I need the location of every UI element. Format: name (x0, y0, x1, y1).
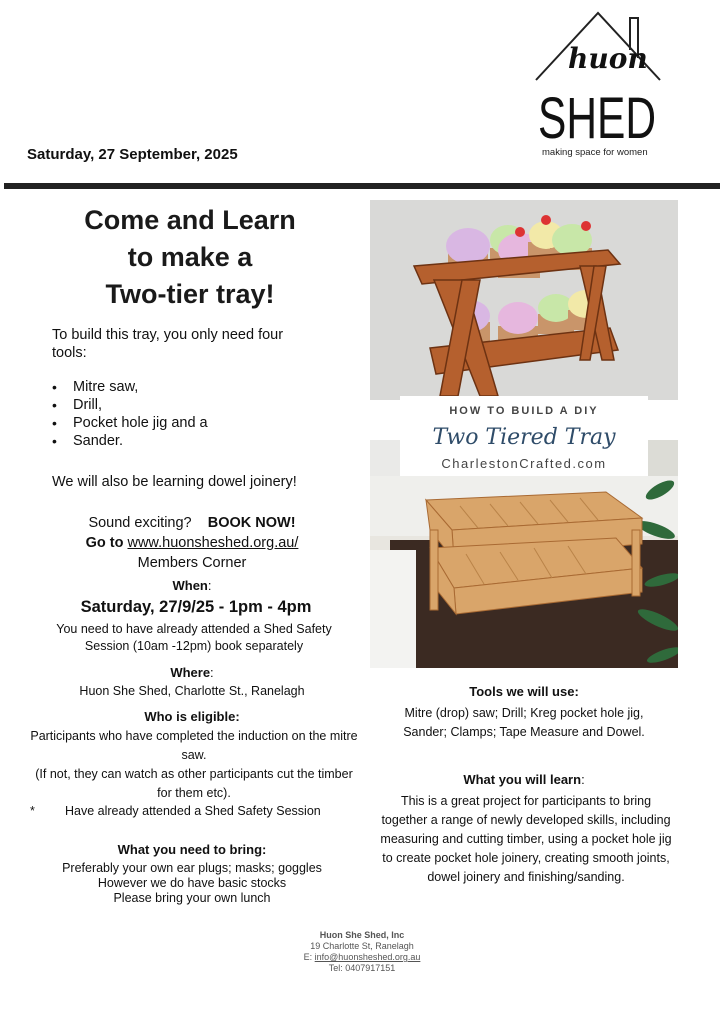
intro-text: To build this tray, you only need four tools: (52, 327, 284, 361)
footer: Huon She Shed, Inc 19 Charlotte St, Ranelagh E: info@huonsheshed.org.au Tel: 0407917151 (262, 930, 462, 974)
eligible-label: Who is eligible: (144, 709, 240, 724)
where-value: Huon She Shed, Charlotte St., Ranelagh (79, 684, 305, 698)
tools-value: Mitre (drop) saw; Drill; Kreg pocket hole jig, Sander; Clamps; Tape Measure and Dowel. (403, 706, 645, 739)
safety-session-note: You need to have already attended a Shed Safety Session (10am -12pm) book separately (56, 622, 332, 653)
list-item: • Sander. (52, 432, 208, 450)
learn-value: This is a great project for participants to bring together a range of newly developed skills, including measuring and cutting timber, using a pocket hole jig to create pocket hole joinery, creating smooth joints, dowel joinery and finishing/sanding. (380, 794, 672, 884)
booking-block (52, 513, 332, 573)
banner-site: CharlestonCrafted.com (441, 456, 607, 471)
footer-address: 19 Charlotte St, Ranelagh (310, 941, 414, 951)
logo-tagline: making space for women (542, 147, 648, 158)
list-item: • Pocket hole jig and a (52, 414, 208, 432)
dowel-note: We will also be learning dowel joinery! (52, 474, 297, 490)
banner-top: HOW TO BUILD A DIY (449, 405, 599, 417)
logo-huon: huon (568, 42, 648, 75)
title-line-2: to make a (127, 242, 253, 272)
eligible-text: Participants who have completed the induction on the mitre saw. (If not, they can watch as other participants cut the timber for them etc). (30, 729, 358, 800)
bring-label: What you need to bring: (117, 842, 267, 857)
huon-shed-logo (532, 10, 664, 160)
footer-email-link[interactable]: info@huonsheshed.org.au (314, 952, 421, 962)
list-item: • Mitre saw, (52, 378, 208, 396)
house-roof-icon (532, 10, 664, 160)
members-corner-text: Members Corner (137, 555, 247, 571)
when-label: When: (172, 578, 212, 593)
header-divider (4, 183, 720, 189)
logo-shed: SHED (538, 86, 656, 151)
footer-tel: Tel: 0407917151 (328, 963, 396, 973)
website-link[interactable]: www.huonsheshed.org.au/ (127, 535, 299, 551)
tools-label: Tools we will use: (469, 684, 579, 699)
sound-exciting-text: Sound exciting? (88, 515, 192, 531)
event-date-header: Saturday, 27 September, 2025 (27, 146, 238, 163)
book-now-text: BOOK NOW! (207, 515, 296, 531)
banner-script: Two Tiered Tray (432, 425, 616, 450)
title-line-3: Two-tier tray! (105, 279, 275, 309)
tools-list (52, 378, 208, 450)
footer-org: Huon She Shed, Inc (319, 930, 405, 940)
learn-label: What you will learn: (463, 772, 585, 787)
list-item: • Drill, (52, 396, 208, 414)
tray-image (370, 200, 678, 668)
when-date: Saturday, 27/9/25 - 1pm - 4pm (80, 598, 312, 616)
bring-text: Preferably your own ear plugs; masks; goggles However we do have basic stocks Please bring your own lunch (62, 861, 322, 905)
title-line-1: Come and Learn (84, 205, 296, 235)
page-title (40, 202, 340, 313)
goto-text: Go to (85, 535, 124, 551)
where-label: Where: (170, 665, 214, 680)
